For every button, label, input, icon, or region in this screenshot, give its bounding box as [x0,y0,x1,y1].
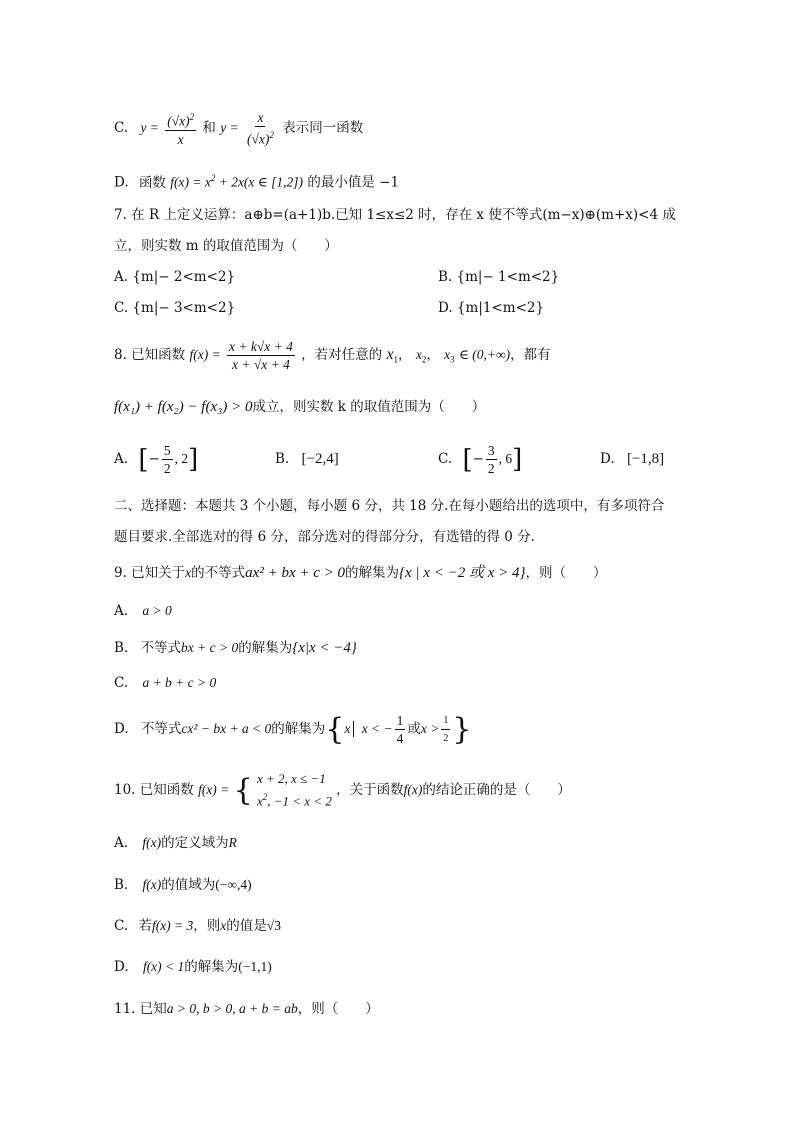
piece-1: x + 2, x ≤ −1 [256,771,326,787]
numerator: 1 [396,713,404,728]
stem-text: 成立，则实数 k 的取值范围为（ ） [252,399,486,415]
bracket: ] [512,444,523,475]
variable: x [185,565,192,580]
denominator: x + √x + 4 [231,357,290,372]
piece-2-base: x [256,793,263,809]
stem-text: ，则（ ） [297,1001,379,1017]
option-text: 的解集为 [184,959,239,975]
option-text: ，则 [193,918,221,934]
q10-stem [114,768,571,812]
exponent: 2 [189,112,195,123]
expression: x > [420,721,440,736]
stem-text: 的结论正确的是（ ） [422,782,571,798]
stem-text: ，都有 [510,347,551,363]
right-brace: } [452,711,472,747]
stem-text: ，若对任意的 [301,347,383,363]
option-text: 的值域为 [161,877,216,893]
denominator: 2 [163,461,171,476]
piecewise-definition [257,770,332,810]
q8-option-d [600,449,664,469]
inequality: ax² + bx + c > 0 [245,565,346,581]
q7-option-d: D. {m|1<m<2} [438,300,545,316]
domain: ∈ (0,+∞) [458,347,511,362]
subscript: 1 [393,354,399,365]
variable: x [220,918,227,933]
fraction-2 [245,109,276,148]
equation: f(x) = 3 [151,918,194,933]
fraction [486,442,497,477]
q9-option-b [114,638,357,658]
option-label: B. [114,640,129,656]
value: [−1,8] [626,451,665,467]
q7-option-b: B. {m|− 1<m<2} [438,269,560,285]
inequality: f(x₁) + f(x₂) − f(x₃) > 0 [114,399,253,415]
function-name: f(x) = [198,782,230,797]
q8-option-c [438,439,522,479]
stem-text: 8. 已知函数 [114,347,186,363]
bracket: [ [138,444,149,475]
option-label: B. [275,451,290,467]
function-name: f(x) [142,877,162,892]
minus: − [472,451,484,467]
numerator: 5 [163,443,171,458]
section-2-heading-line2: 题目要求.全部选对的得 6 分，部分选对的得部分分，有选错的得 0 分. [114,529,535,545]
variable: x [386,346,394,363]
inequality: f(x) < 1 [142,959,185,974]
option-text: 的解集为 [238,640,293,656]
function-name: f(x) = [189,347,221,362]
numerator: x [257,110,264,126]
stem-text: ，则（ ） [525,565,607,581]
separator: ， [426,347,440,363]
value: (−∞,4) [215,877,252,892]
value: √3 [266,918,281,933]
q10-option-b [114,875,252,895]
expression: a + b + c > 0 [142,675,217,690]
option-label: A. [114,835,129,851]
value: , 6 [498,451,513,466]
denominator: (√x) [247,131,270,147]
option-label: D. [600,451,615,467]
condition: a > 0, b > 0, a + b = ab [166,1001,298,1016]
value: (−1,1) [238,959,272,974]
q8-option-a [114,439,198,479]
bracket: [ [462,444,473,475]
q11-stem [114,999,379,1019]
value: [−2,4] [301,451,339,467]
option-label: C. [114,918,129,934]
function-name: f(x) [403,782,423,797]
q6-option-c [114,108,363,148]
separator: ， [398,347,412,363]
fraction [162,442,173,477]
stem-text: 10. 已知函数 [114,782,194,798]
q8-stem-line1 [114,335,551,375]
option-text: 的解集为 [271,721,326,737]
denominator: 2 [487,461,495,476]
option-label: A. [114,451,129,467]
function-fraction [227,338,295,373]
numerator: 1 [441,712,450,730]
q8-option-b [275,449,339,469]
option-text: 不等式 [140,640,182,656]
stem-text: 的解集为 [345,565,400,581]
numerator: x + k√x + 4 [228,339,293,354]
option-label: C. [114,120,129,136]
denominator: 2 [443,733,449,744]
option-text: 的值是 [226,918,267,934]
solution-set: {x|x < −4} [292,640,357,656]
q9-stem [114,563,606,583]
exponent: 2 [269,130,274,141]
section-2-heading-line1: 二、选择题：本题共 3 个小题，每小题 6 分，共 18 分.在每小题给出的选项中，有多项符合 [114,498,665,514]
q7-stem-line1: 7. 在 R 上定义运算：a⊕b=(a+1)b.已知 1≤x≤2 时，存在 x 使不等式(m−x)⊕(m+x)<4 成 [114,207,676,223]
q7-stem-line2: 立，则实数 m 的取值范围为（ ） [114,238,338,254]
q10-option-a [114,833,237,853]
subscript: 3 [450,354,455,365]
conjunction: 和 [202,120,216,136]
option-label: D. [114,959,129,975]
exponent: 2 [262,792,268,803]
conjunction: 或 [407,721,421,737]
option-text: 函数 [138,174,166,191]
value: , 2 [174,451,189,466]
function-name: f(x) [142,835,162,850]
numerator: (√x) [167,113,190,129]
q10-option-d [114,957,272,977]
bracket: ] [188,444,199,475]
piece-2 [257,788,332,810]
option-text: 表示同一函数 [282,120,364,136]
variable: x [444,347,451,362]
option-text: 的最小值是 −1 [307,174,400,191]
piece-2-condition: , −1 < x < 2 [267,793,332,809]
denominator: x [177,131,184,147]
option-text: 的定义域为 [161,835,229,851]
stem-text: ，关于函数 [336,782,404,798]
expression: a > 0 [142,603,172,618]
expression: f(x) = x [170,174,211,190]
inequality: cx² − bx + a < 0 [181,721,272,736]
option-label: C. [114,675,129,691]
option-label: C. [438,451,453,467]
q7-option-a: A. {m|− 2<m<2} [114,269,236,285]
inequality: bx + c > 0 [181,640,239,655]
option-text: 若 [138,918,152,934]
set-name: R [228,835,237,850]
left-brace: { [325,711,345,747]
variable: x [415,347,422,362]
divider [353,721,358,737]
solution-set: {x | x < −2 或 x > 4} [399,565,526,581]
minus: − [148,451,160,467]
q7-option-c: C. {m|− 3<m<2} [114,300,236,316]
eq-lhs-2: y = [220,120,239,135]
stem-text: 9. 已知关于 [114,565,186,581]
expression: + 2x(x ∈ [1,2]) [215,174,304,190]
q9-option-c [114,673,216,693]
fraction-1 [165,109,196,148]
fraction [441,712,450,747]
expression: x < − [361,721,393,736]
eq-lhs: y = [140,120,159,135]
q6-option-d [114,168,399,193]
variable: x [344,721,351,736]
left-brace: { [233,772,253,808]
subscript: 2 [421,354,427,365]
stem-text: 11. 已知 [114,1001,167,1017]
option-label: D. [114,721,129,737]
fraction [395,712,406,747]
q8-stem-line2 [114,397,485,417]
option-label: B. [114,877,129,893]
option-label: D. [114,174,129,191]
numerator: 3 [487,443,495,458]
stem-text: 的不等式 [191,565,246,581]
exponent: 2 [210,173,216,183]
q9-option-d [114,708,471,750]
option-label: A. [114,603,129,619]
denominator: 4 [396,731,404,746]
option-text: 不等式 [140,721,182,737]
q10-option-c [114,916,281,936]
q9-option-a [114,601,172,621]
